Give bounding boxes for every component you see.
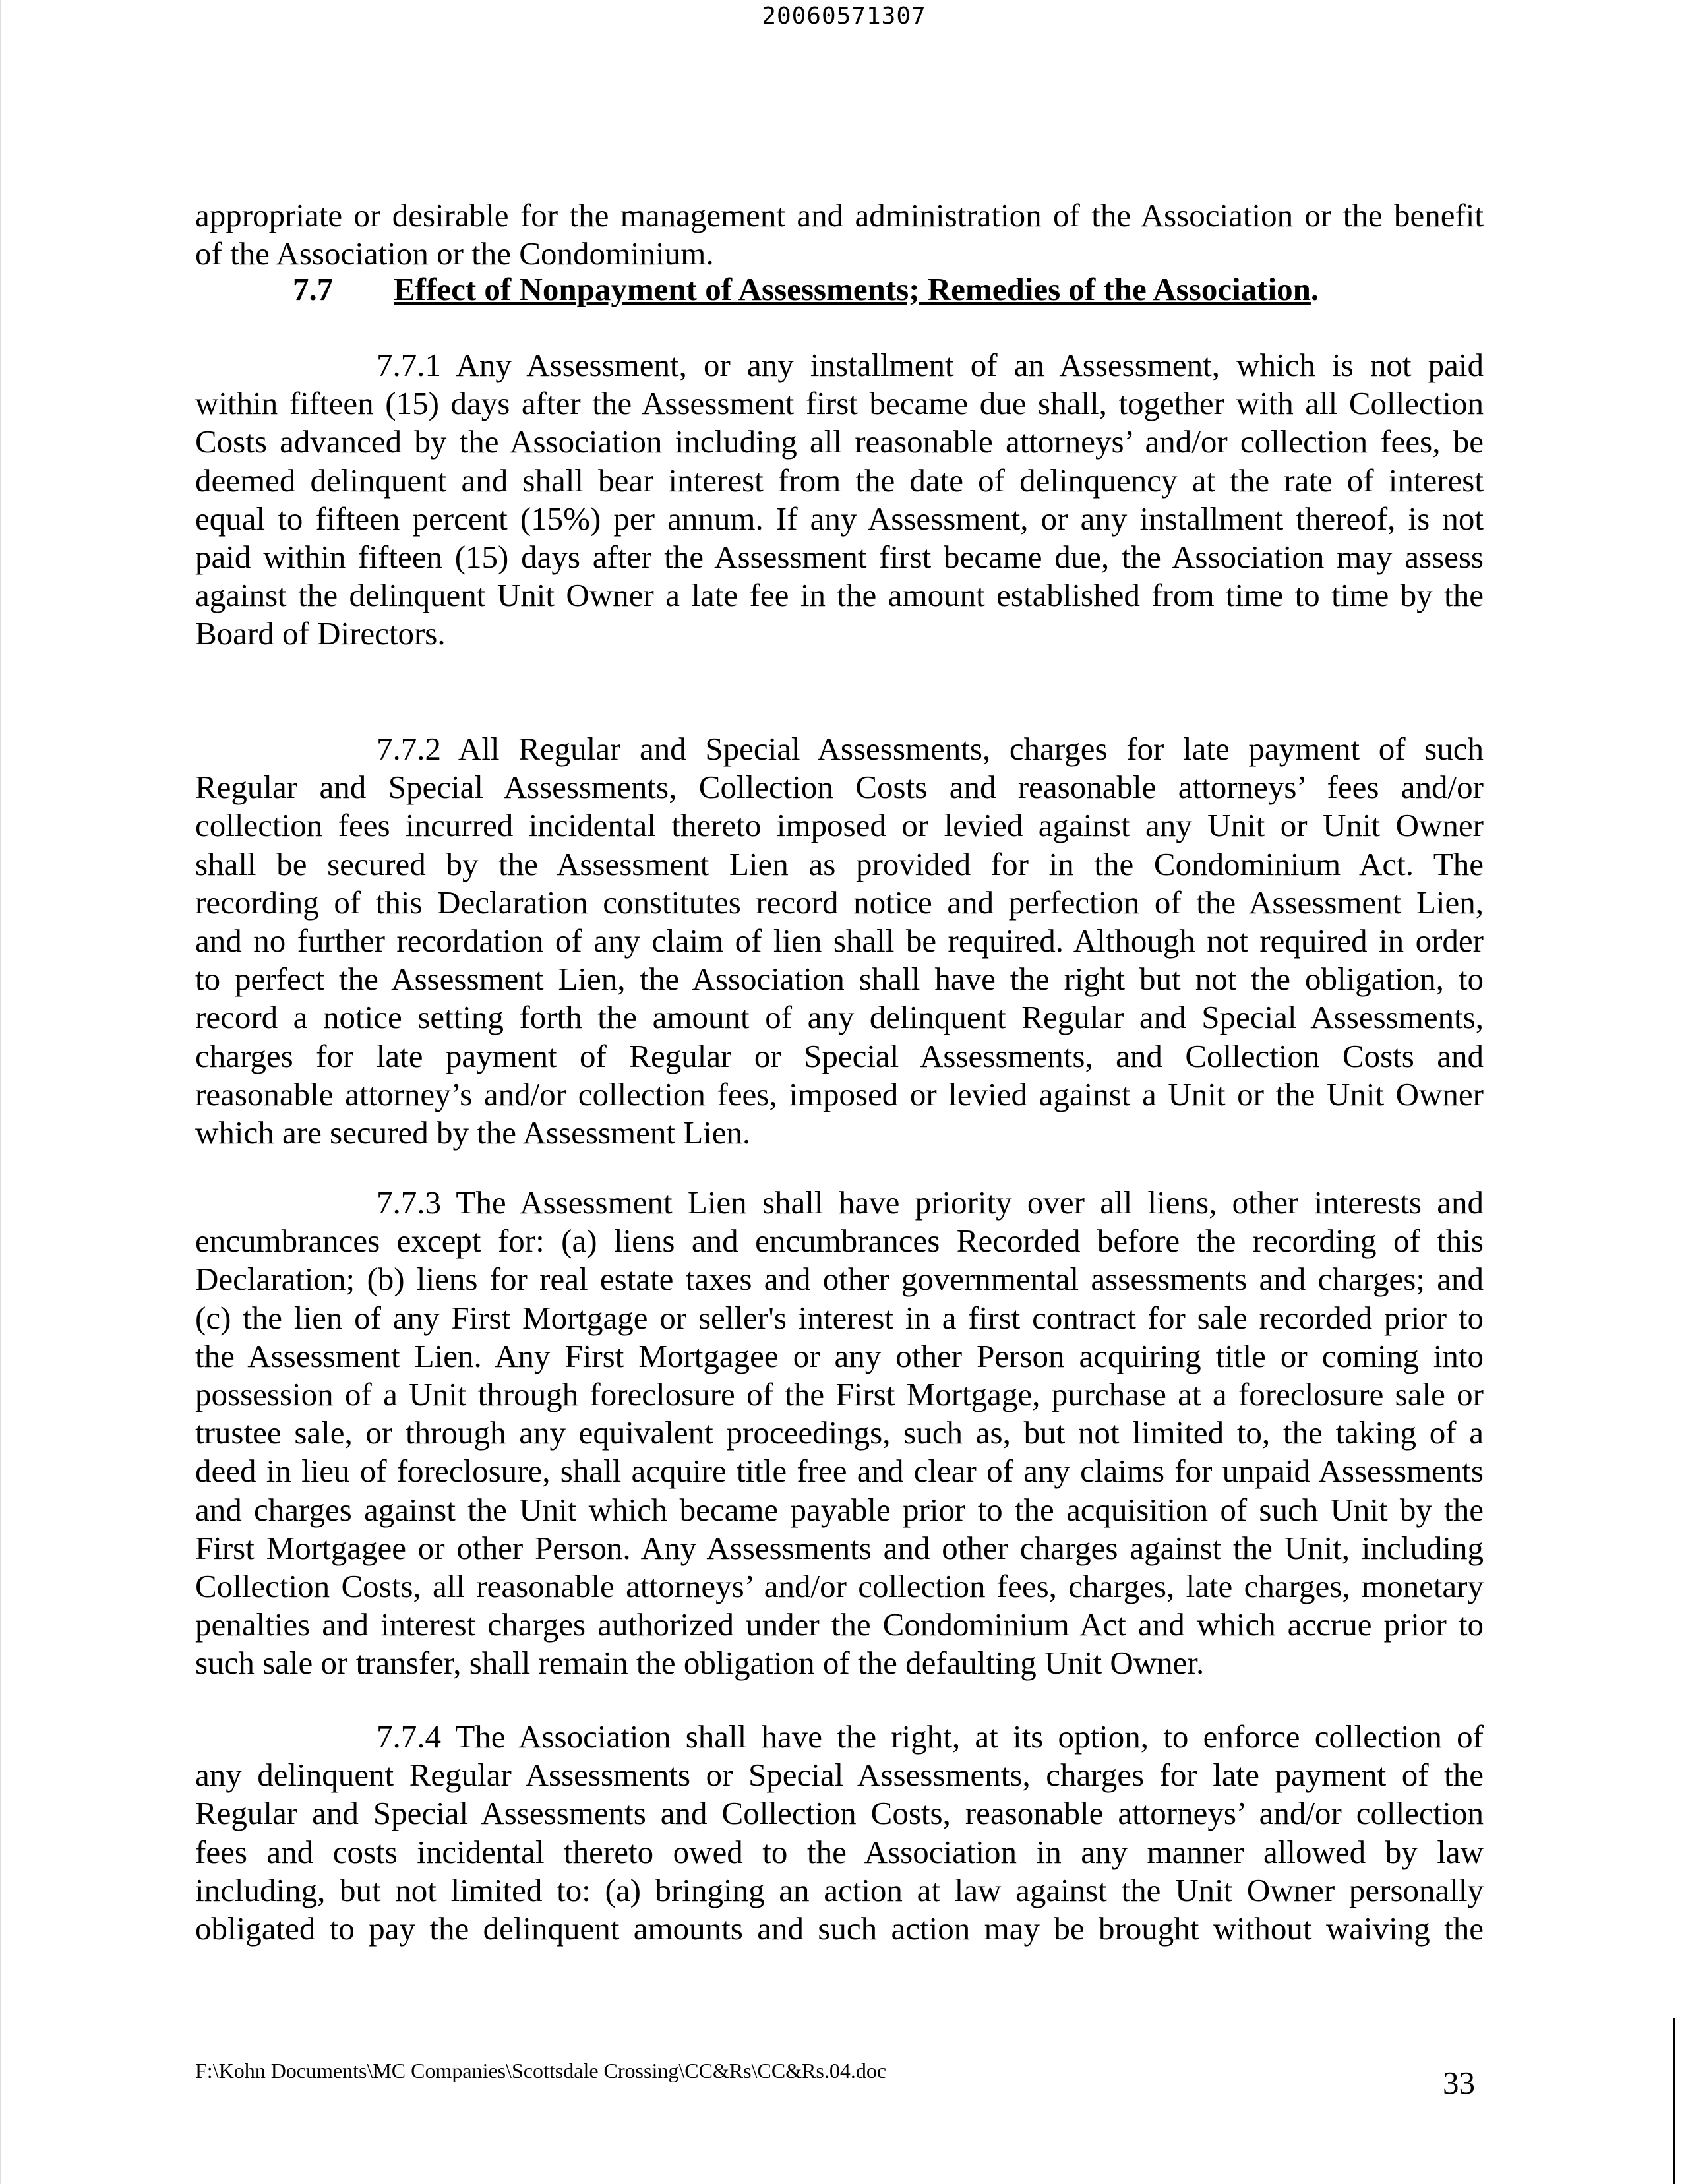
text-line: which are secured by the Assessment Lien. (195, 1114, 751, 1151)
text-line: of the Association or the Condominium. (195, 235, 714, 272)
text-line: any delinquent Regular Assessments or Special Assessments, charges for late payment of the (195, 1757, 1484, 1794)
text-line: 7.7.2 All Regular and Special Assessments, charges for late payment of such (377, 731, 1484, 767)
text-line: (c) the lien of any First Mortgage or seller's interest in a first contract for sale recorded prior to (195, 1299, 1484, 1336)
text-line: obligated to pay the delinquent amounts and such action may be brought without waiving the (195, 1910, 1484, 1947)
section-title: Effect of Nonpayment of Assessments; Remedies of the Association (394, 271, 1311, 307)
scan-edge-left (0, 0, 1, 2184)
text-line: trustee sale, or through any equivalent proceedings, such as, but not limited to, the taking of a (195, 1414, 1484, 1451)
text-line: the Assessment Lien. Any First Mortgagee or any other Person acquiring title or coming into (195, 1337, 1484, 1374)
footer-file-path: F:\Kohn Documents\MC Companies\Scottsdale Crossing\CC&Rs\CC&Rs.04.doc (195, 2059, 887, 2082)
text-line: and no further recordation of any claim of lien shall be required. Although not required in order (195, 923, 1484, 959)
text-line: Regular and Special Assessments, Collection Costs and reasonable attorneys’ fees and/or (195, 769, 1484, 806)
text-line: possession of a Unit through foreclosure of the First Mortgage, purchase at a foreclosure sale or (195, 1376, 1484, 1413)
paragraph-7-7-1 (195, 346, 1484, 653)
text-line: 7.7.3 The Assessment Lien shall have priority over all liens, other interests and (377, 1184, 1484, 1221)
text-line: recording of this Declaration constitutes record notice and perfection of the Assessment Lien, (195, 884, 1484, 921)
text-line: paid within fifteen (15) days after the Assessment first became due, the Association may assess (195, 539, 1484, 576)
text-line: to perfect the Assessment Lien, the Association shall have the right but not the obligation, to (195, 961, 1484, 998)
section-title-period: . (1310, 271, 1319, 307)
text-line: First Mortgagee or other Person. Any Assessments and other charges against the Unit, including (195, 1529, 1484, 1566)
text-line: deed in lieu of foreclosure, shall acquire title free and clear of any claims for unpaid Assessments (195, 1453, 1484, 1490)
text-line: reasonable attorney’s and/or collection fees, imposed or levied against a Unit or the Unit Owner (195, 1076, 1484, 1112)
text-line: collection fees incurred incidental thereto imposed or levied against any Unit or Unit Owner (195, 807, 1484, 844)
scan-edge-right (1673, 2018, 1675, 2184)
page-number: 33 (1443, 2065, 1475, 2101)
text-line: against the delinquent Unit Owner a late fee in the amount established from time to time by the (195, 577, 1484, 614)
text-line: 7.7.1 Any Assessment, or any installment of an Assessment, which is not paid (377, 347, 1484, 383)
text-line: Board of Directors. (195, 615, 446, 652)
text-line: within fifteen (15) days after the Assessment first became due shall, together with all Collection (195, 385, 1484, 422)
text-line: Regular and Special Assessments and Collection Costs, reasonable attorneys’ and/or collection (195, 1795, 1484, 1832)
document-number: 20060571307 (762, 3, 926, 30)
text-line: penalties and interest charges authorized under the Condominium Act and which accrue prior to (195, 1606, 1484, 1643)
text-line: and charges against the Unit which became payable prior to the acquisition of such Unit by the (195, 1491, 1484, 1528)
text-line: deemed delinquent and shall bear interest from the date of delinquency at the rate of interest (195, 462, 1484, 499)
text-line: record a notice setting forth the amount of any delinquent Regular and Special Assessments, (195, 999, 1484, 1036)
text-line: 7.7.4 The Association shall have the right, at its option, to enforce collection of (377, 1718, 1484, 1755)
text-line: Costs advanced by the Association including all reasonable attorneys’ and/or collection fees, be (195, 423, 1484, 460)
text-line: shall be secured by the Assessment Lien as provided for in the Condominium Act. The (195, 845, 1484, 882)
text-line: Declaration; (b) liens for real estate taxes and other governmental assessments and charges; and (195, 1261, 1484, 1298)
text-line: appropriate or desirable for the management and administration of the Association or the benefit (195, 197, 1484, 233)
paragraph-7-7-2 (195, 730, 1484, 1152)
text-line: including, but not limited to: (a) bringing an action at law against the Unit Owner personally (195, 1871, 1484, 1908)
text-line: such sale or transfer, shall remain the obligation of the defaulting Unit Owner. (195, 1645, 1205, 1682)
text-line: encumbrances except for: (a) liens and encumbrances Recorded before the recording of this (195, 1223, 1484, 1259)
section-heading (293, 270, 1319, 308)
section-number: 7.7 (293, 271, 334, 307)
text-line: Collection Costs, all reasonable attorneys’ and/or collection fees, charges, late charges, monetary (195, 1568, 1484, 1605)
intro-paragraph (195, 197, 1484, 273)
text-line: charges for late payment of Regular or Special Assessments, and Collection Costs and (195, 1037, 1484, 1074)
paragraph-7-7-4 (195, 1718, 1484, 1948)
text-line: equal to fifteen percent (15%) per annum. If any Assessment, or any installment thereof, is not (195, 500, 1484, 537)
text-line: fees and costs incidental thereto owed to the Association in any manner allowed by law (195, 1833, 1484, 1870)
paragraph-7-7-3 (195, 1184, 1484, 1683)
